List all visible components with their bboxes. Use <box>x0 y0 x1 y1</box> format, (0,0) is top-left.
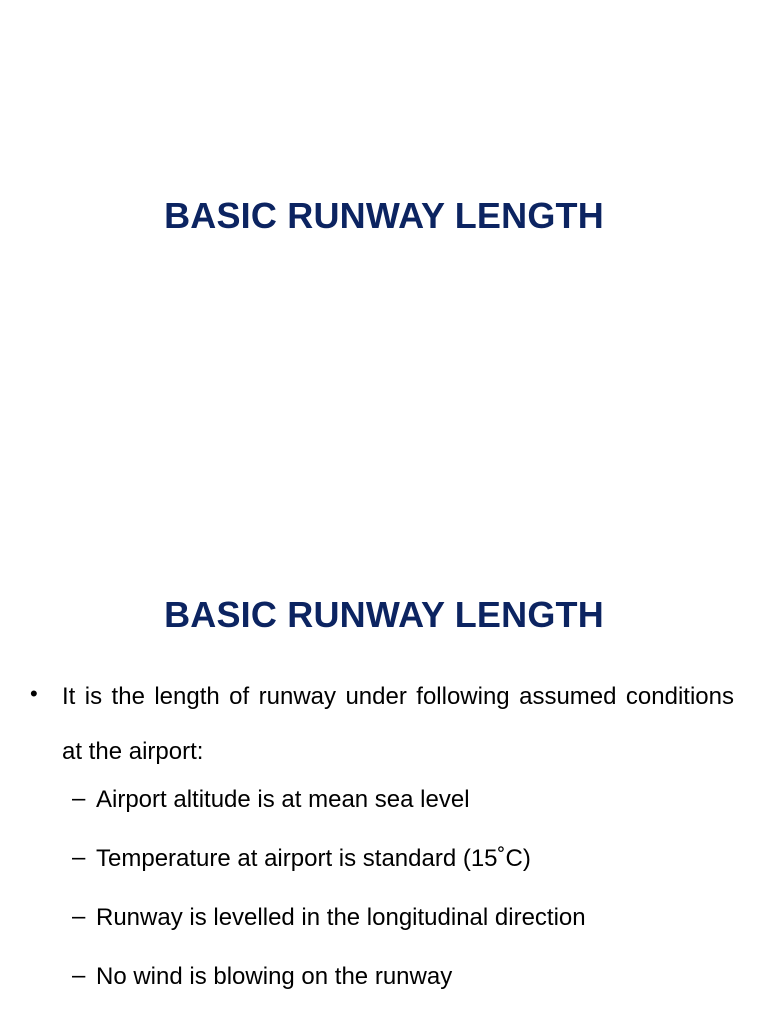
dash-marker: – <box>72 844 86 871</box>
sub-bullet-item <box>72 894 752 953</box>
sub-bullet-list <box>72 776 752 1012</box>
dash-marker: – <box>72 962 86 989</box>
slide-1-title: BASIC RUNWAY LENGTH <box>164 195 604 236</box>
sub-bullet-text: Airport altitude is at mean sea level <box>96 786 470 813</box>
sub-bullet-text: Temperature at airport is standard (15˚C) <box>96 845 531 872</box>
slide-2-title: BASIC RUNWAY LENGTH <box>164 594 604 635</box>
sub-bullet-item <box>72 953 752 1012</box>
sub-bullet-item <box>72 835 752 894</box>
slide-2 <box>0 512 768 1024</box>
bullet-marker: • <box>30 681 38 706</box>
dash-marker: – <box>72 785 86 812</box>
sub-bullet-text: No wind is blowing on the runway <box>96 963 453 990</box>
main-bullet-text-wrap <box>30 669 734 779</box>
sub-bullet-text: Runway is levelled in the longitudinal direction <box>96 904 586 931</box>
dash-marker: – <box>72 903 86 930</box>
main-bullet <box>30 669 734 779</box>
main-bullet-text: It is the length of runway under following assumed conditions at the airport: <box>62 683 734 765</box>
sub-bullet-item <box>72 776 752 835</box>
